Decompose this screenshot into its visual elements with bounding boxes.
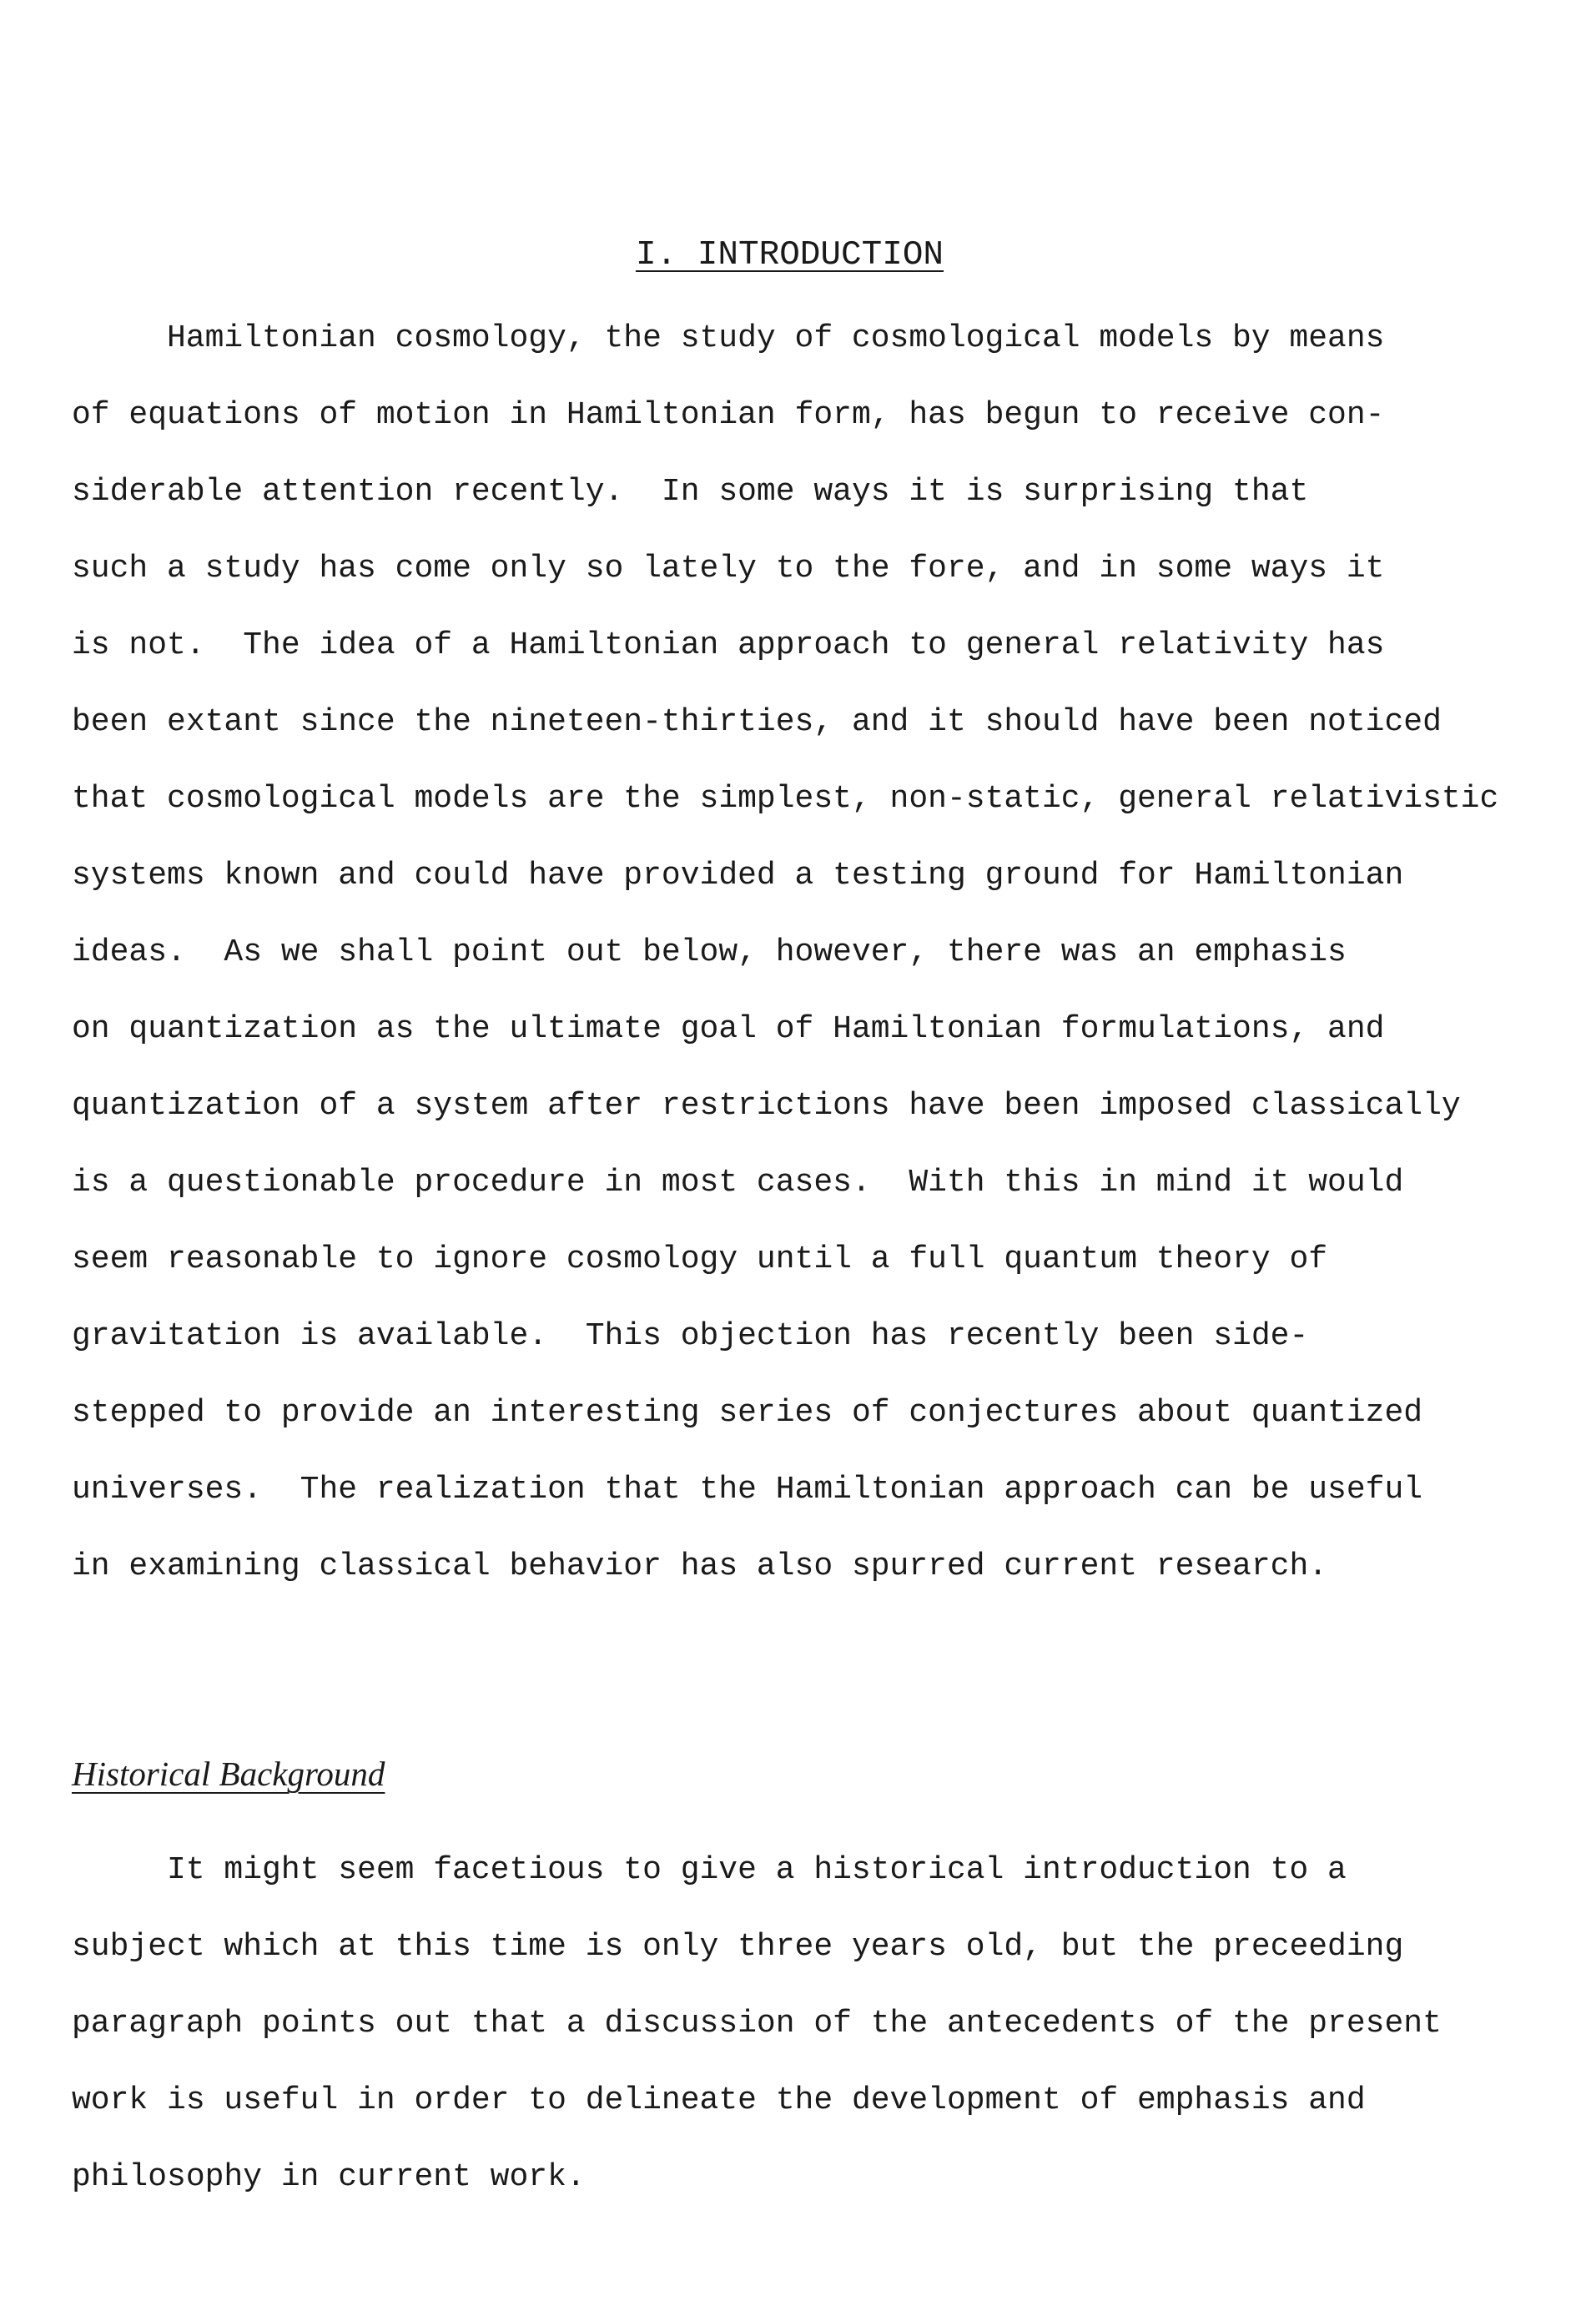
intro-line: of equations of motion in Hamiltonian form, has begun to receive con-: [72, 397, 1385, 433]
intro-line: been extant since the nineteen-thirties, and it should have been noticed: [72, 704, 1442, 740]
intro-line: universes. The realization that the Hamiltonian approach can be useful: [72, 1472, 1423, 1508]
chapter-heading: [0, 232, 1588, 279]
intro-line: that cosmological models are the simplest, non-static, general relativistic: [72, 781, 1499, 817]
intro-line: systems known and could have provided a testing ground for Hamiltonian: [72, 858, 1404, 894]
intro-line: Hamiltonian cosmology, the study of cosmological models by means: [167, 320, 1385, 356]
history-line: paragraph points out that a discussion of the antecedents of the present: [72, 2006, 1442, 2042]
intro-line: siderable attention recently. In some ways it is surprising that: [72, 474, 1309, 510]
intro-line: seem reasonable to ignore cosmology until a full quantum theory of: [72, 1241, 1328, 1277]
history-line: subject which at this time is only three years old, but the preceeding: [72, 1929, 1404, 1965]
intro-line: in examining classical behavior has also spurred current research.: [72, 1548, 1328, 1584]
chapter-heading-text: I. INTRODUCTION: [635, 236, 944, 274]
intro-line: stepped to provide an interesting series of conjectures about quantized: [72, 1395, 1423, 1431]
intro-line: on quantization as the ultimate goal of Hamiltonian formulations, and: [72, 1011, 1385, 1047]
intro-line: such a study has come only so lately to the fore, and in some ways it: [72, 551, 1385, 587]
intro-line: is a questionable procedure in most cases. With this in mind it would: [72, 1165, 1404, 1201]
section-heading: Historical Background: [72, 1755, 385, 1793]
history-line: work is useful in order to delineate the development of emphasis and: [72, 2082, 1366, 2118]
history-line: philosophy in current work.: [72, 2159, 586, 2195]
intro-line: quantization of a system after restrictions have been imposed classically: [72, 1088, 1461, 1124]
intro-line: ideas. As we shall point out below, however, there was an emphasis: [72, 934, 1347, 970]
history-line: It might seem facetious to give a historical introduction to a: [167, 1852, 1347, 1888]
intro-line: is not. The idea of a Hamiltonian approach to general relativity has: [72, 627, 1385, 663]
intro-line: gravitation is available. This objection has recently been side-: [72, 1318, 1309, 1354]
